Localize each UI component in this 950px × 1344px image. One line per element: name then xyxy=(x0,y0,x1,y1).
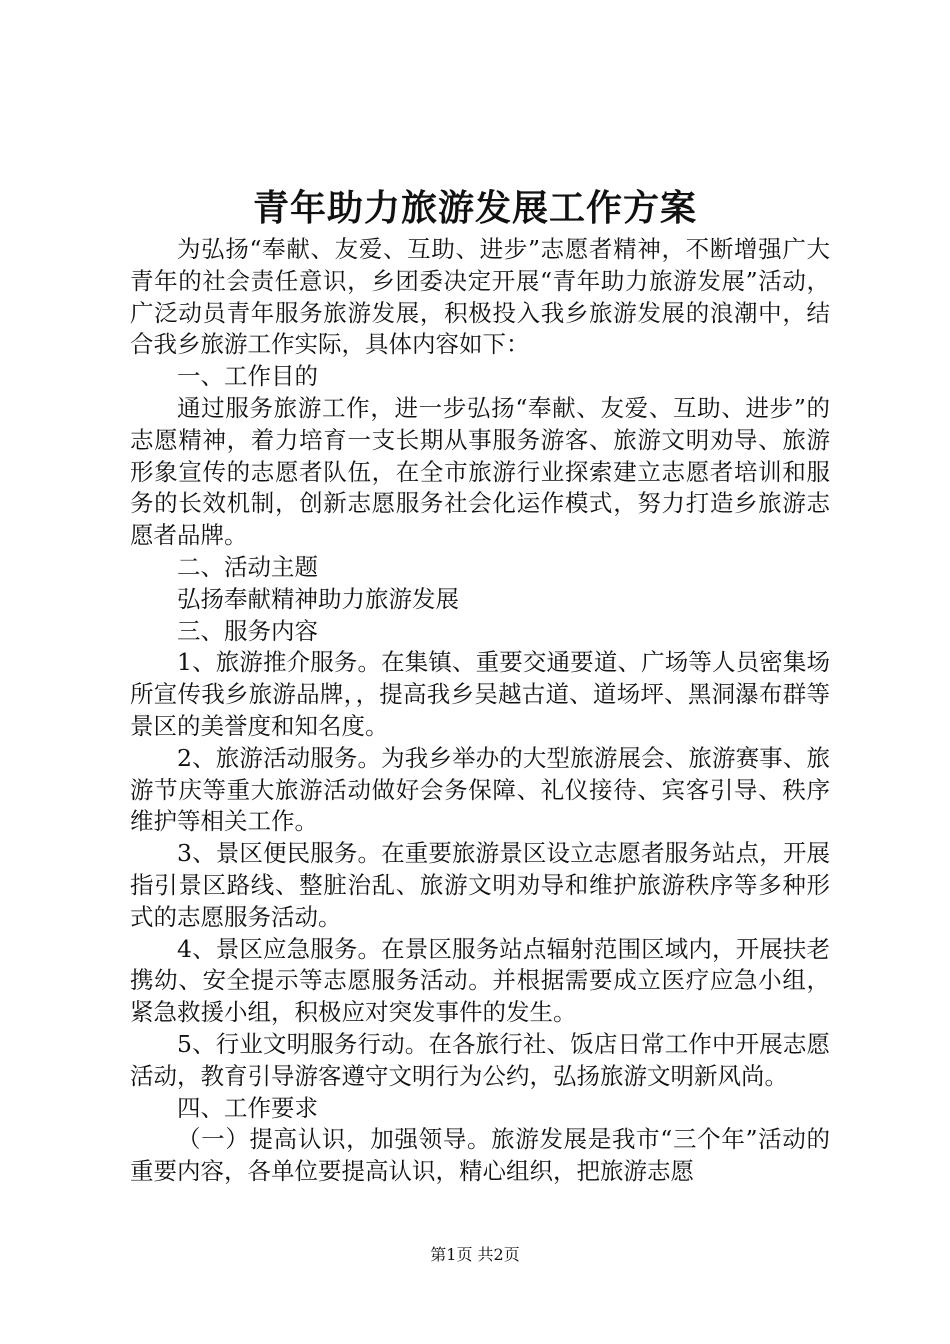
requirement-item-1: （一）提高认识，加强领导。旅游发展是我市“三个年”活动的重要内容，各单位要提高认识，精心组织，把旅游志愿 xyxy=(130,1125,830,1186)
service-item-4: 4、景区应急服务。在景区服务站点辐射范围区域内，开展扶老携幼、安全提示等志愿服务活动。并根据需要成立医疗应急小组，紧急救援小组，积极应对突发事件的发生。 xyxy=(130,934,830,1027)
purpose-paragraph: 通过服务旅游工作，进一步弘扬“奉献、友爱、互助、进步”的志愿精神，着力培育一支长期从事服务游客、旅游文明劝导、旅游形象宣传的志愿者队伍，在全市旅游行业探索建立志愿者培训和服务的长效机制，创新志愿服务社会化运作模式，努力打造乡旅游志愿者品牌。 xyxy=(130,393,830,550)
document-title: 青年助力旅游发展工作方案 xyxy=(252,187,697,229)
page-number-footer: 第1页 共2页 xyxy=(430,1245,520,1264)
document-body xyxy=(130,234,830,1188)
section-heading-requirements: 四、工作要求 xyxy=(177,1093,318,1122)
intro-paragraph: 为弘扬“奉献、友爱、互助、进步”志愿者精神，不断增强广大青年的社会责任意识，乡团委决定开展“青年助力旅游发展”活动，广泛动员青年服务旅游发展，积极投入我乡旅游发展的浪潮中，结合我乡旅游工作实际，具体内容如下： xyxy=(130,235,830,359)
section-heading-purpose: 一、工作目的 xyxy=(177,362,318,391)
section-heading-services: 三、服务内容 xyxy=(177,616,318,645)
theme-paragraph: 弘扬奉献精神助力旅游发展 xyxy=(177,584,459,613)
service-item-2: 2、旅游活动服务。为我乡举办的大型旅游展会、旅游赛事、旅游节庆等重大旅游活动做好会务保障、礼仪接待、宾客引导、秩序维护等相关工作。 xyxy=(130,743,830,836)
service-item-5: 5、行业文明服务行动。在各旅行社、饭店日常工作中开展志愿活动，教育引导游客遵守文明行为公约，弘扬旅游文明新风尚。 xyxy=(130,1029,830,1090)
service-item-3: 3、景区便民服务。在重要旅游景区设立志愿者服务站点，开展指引景区路线、整脏治乱、旅游文明劝导和维护旅游秩序等多种形式的志愿服务活动。 xyxy=(130,839,830,931)
section-heading-theme: 二、活动主题 xyxy=(177,552,318,581)
service-item-1: 1、旅游推介服务。在集镇、重要交通要道、广场等人员密集场所宣传我乡旅游品牌，，提高我乡吴越古道、道场坪、黑洞瀑布群等景区的美誉度和知名度。 xyxy=(130,648,830,740)
